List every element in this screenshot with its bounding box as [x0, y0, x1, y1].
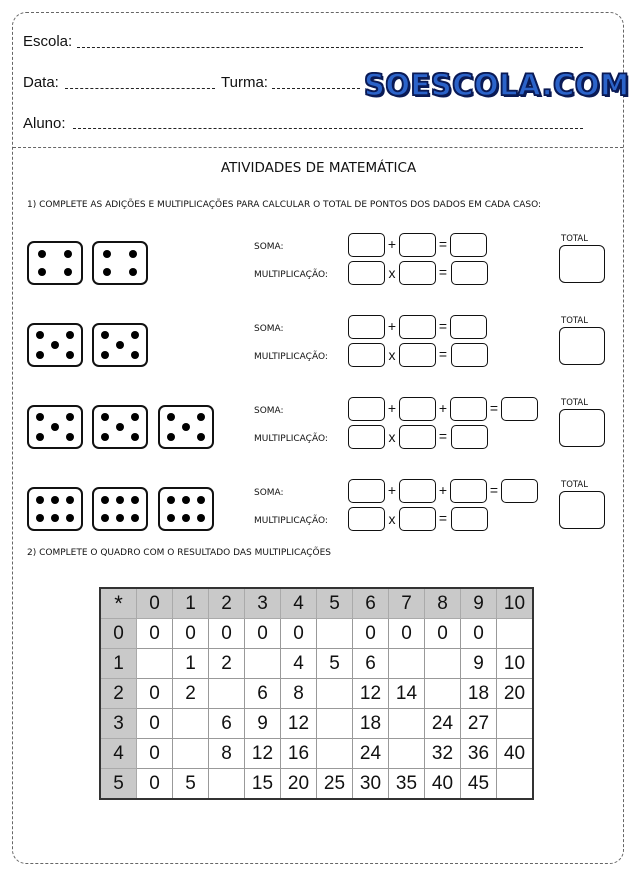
die-pip: [64, 250, 72, 258]
die-pip: [51, 423, 59, 431]
mult-result-box[interactable]: [451, 425, 488, 449]
sum-term-box[interactable]: [399, 479, 436, 503]
die-pip: [66, 514, 74, 522]
times-sign: x: [388, 429, 396, 445]
table-cell: 0: [281, 619, 317, 649]
table-cell: 16: [281, 739, 317, 769]
table-cell: 35: [389, 769, 425, 800]
mult-factor-box[interactable]: [348, 507, 385, 531]
table-row: [100, 709, 533, 739]
sum-term-box[interactable]: [450, 397, 487, 421]
mult-factor-box[interactable]: [348, 261, 385, 285]
column-header: 1: [173, 588, 209, 619]
die-pip: [116, 514, 124, 522]
column-header: 8: [425, 588, 461, 619]
table-cell: 0: [245, 619, 281, 649]
empty-cell[interactable]: [389, 739, 425, 769]
table-cell: 0: [389, 619, 425, 649]
die-pip: [103, 268, 111, 276]
page-title: ATIVIDADES DE MATEMÁTICA: [220, 160, 417, 176]
column-header: 0: [137, 588, 173, 619]
equals-sign: =: [438, 318, 448, 334]
table-cell: 2: [209, 649, 245, 679]
sum-term-box[interactable]: [399, 397, 436, 421]
grid-header-row: [100, 588, 533, 619]
empty-cell[interactable]: [497, 709, 534, 739]
empty-cell[interactable]: [245, 649, 281, 679]
die-pip: [131, 413, 139, 421]
empty-cell[interactable]: [425, 679, 461, 709]
empty-cell[interactable]: [137, 649, 173, 679]
die: [158, 405, 214, 449]
table-row: [100, 649, 533, 679]
table-row: [100, 739, 533, 769]
multiplicacao-label: MULTIPLICAÇÃO:: [254, 352, 328, 362]
table-cell: 8: [209, 739, 245, 769]
sum-term-box[interactable]: [399, 233, 436, 257]
empty-cell[interactable]: [389, 709, 425, 739]
sum-term-box[interactable]: [348, 479, 385, 503]
mult-factor-box[interactable]: [399, 507, 436, 531]
mult-factor-box[interactable]: [399, 261, 436, 285]
die-pip: [182, 496, 190, 504]
multiplicacao-label: MULTIPLICAÇÃO:: [254, 516, 328, 526]
table-cell: 20: [497, 679, 534, 709]
plus-sign: +: [387, 400, 397, 416]
row-header: 4: [100, 739, 137, 769]
sum-result-box[interactable]: [501, 397, 538, 421]
equals-sign: =: [438, 510, 448, 526]
die: [92, 241, 148, 285]
sum-result-box[interactable]: [501, 479, 538, 503]
plus-sign: +: [438, 400, 448, 416]
die-pip: [36, 413, 44, 421]
equals-sign: =: [489, 482, 499, 498]
soescola-logo: SOESCOLA.COM: [364, 68, 630, 102]
table-cell: 6: [209, 709, 245, 739]
table-cell: 0: [209, 619, 245, 649]
die-pip: [131, 496, 139, 504]
die-pip: [167, 496, 175, 504]
die-pip: [38, 268, 46, 276]
multiplicacao-label: MULTIPLICAÇÃO:: [254, 270, 328, 280]
turma-field[interactable]: [272, 88, 360, 89]
table-row: [100, 769, 533, 800]
die: [27, 487, 83, 531]
soma-label: SOMA:: [254, 242, 284, 252]
grid-corner: *: [100, 588, 137, 619]
die-pip: [116, 423, 124, 431]
table-cell: 9: [461, 649, 497, 679]
plus-sign: +: [387, 236, 397, 252]
empty-cell[interactable]: [497, 769, 534, 800]
table-cell: 0: [137, 739, 173, 769]
die-pip: [131, 331, 139, 339]
die-pip: [116, 341, 124, 349]
empty-cell[interactable]: [173, 739, 209, 769]
total-box[interactable]: [559, 245, 605, 283]
empty-cell[interactable]: [317, 619, 353, 649]
die-pip: [101, 413, 109, 421]
equals-sign: =: [489, 400, 499, 416]
data-field[interactable]: [65, 88, 215, 89]
soma-label: SOMA:: [254, 324, 284, 334]
equals-sign: =: [438, 346, 448, 362]
plus-sign: +: [438, 482, 448, 498]
total-label: TOTAL: [561, 398, 588, 408]
table-row: [100, 679, 533, 709]
sum-term-box[interactable]: [399, 315, 436, 339]
die-pip: [197, 496, 205, 504]
die-pip: [129, 268, 137, 276]
empty-cell[interactable]: [173, 709, 209, 739]
table-cell: 8: [281, 679, 317, 709]
table-cell: 45: [461, 769, 497, 800]
row-header: 5: [100, 769, 137, 800]
die-pip: [36, 433, 44, 441]
total-box[interactable]: [559, 491, 605, 529]
times-sign: x: [388, 511, 396, 527]
table-cell: 14: [389, 679, 425, 709]
mult-factor-box[interactable]: [348, 343, 385, 367]
die-pip: [101, 496, 109, 504]
total-label: TOTAL: [561, 480, 588, 490]
total-box[interactable]: [559, 327, 605, 365]
table-cell: 15: [245, 769, 281, 800]
plus-sign: +: [387, 318, 397, 334]
die: [27, 323, 83, 367]
table-cell: 9: [245, 709, 281, 739]
die-pip: [101, 351, 109, 359]
table-cell: 5: [173, 769, 209, 800]
die: [92, 323, 148, 367]
die-pip: [129, 250, 137, 258]
die-pip: [116, 496, 124, 504]
die-pip: [197, 433, 205, 441]
empty-cell[interactable]: [317, 679, 353, 709]
table-cell: 18: [353, 709, 389, 739]
column-header: 9: [461, 588, 497, 619]
table-cell: 4: [281, 649, 317, 679]
table-cell: 6: [353, 649, 389, 679]
times-sign: x: [388, 265, 396, 281]
table-cell: 27: [461, 709, 497, 739]
row-header: 0: [100, 619, 137, 649]
soma-label: SOMA:: [254, 488, 284, 498]
sum-term-box[interactable]: [348, 397, 385, 421]
equals-sign: =: [438, 264, 448, 280]
die-pip: [167, 514, 175, 522]
table-cell: 0: [137, 619, 173, 649]
row-header: 2: [100, 679, 137, 709]
column-header: 4: [281, 588, 317, 619]
aluno-label: Aluno:: [23, 115, 66, 132]
die: [92, 487, 148, 531]
die-pip: [36, 496, 44, 504]
die: [27, 405, 83, 449]
mult-factor-box[interactable]: [399, 343, 436, 367]
table-cell: 30: [353, 769, 389, 800]
die-pip: [66, 351, 74, 359]
empty-cell[interactable]: [425, 649, 461, 679]
die-pip: [66, 433, 74, 441]
die-pip: [131, 433, 139, 441]
die-pip: [167, 433, 175, 441]
table-cell: 36: [461, 739, 497, 769]
die-pip: [197, 514, 205, 522]
die-pip: [103, 250, 111, 258]
table-cell: 24: [353, 739, 389, 769]
turma-label: Turma:: [221, 74, 268, 91]
mult-factor-box[interactable]: [348, 425, 385, 449]
die-pip: [38, 250, 46, 258]
mult-result-box[interactable]: [451, 343, 488, 367]
empty-cell[interactable]: [209, 679, 245, 709]
column-header: 10: [497, 588, 534, 619]
table-cell: 0: [425, 619, 461, 649]
total-label: TOTAL: [561, 234, 588, 244]
exercise1-instruction: 1) COMPLETE AS ADIÇÕES E MULTIPLICAÇÕES PARA CALCULAR O TOTAL DE PONTOS DOS DADOS EM CADA CASO:: [27, 200, 542, 210]
header-divider: [13, 147, 623, 148]
die-pip: [182, 423, 190, 431]
column-header: 7: [389, 588, 425, 619]
table-cell: 6: [245, 679, 281, 709]
times-sign: x: [388, 347, 396, 363]
die-pip: [101, 331, 109, 339]
die-pip: [167, 413, 175, 421]
die-pip: [51, 514, 59, 522]
table-cell: 40: [425, 769, 461, 800]
empty-cell[interactable]: [317, 709, 353, 739]
table-cell: 5: [317, 649, 353, 679]
sum-result-box[interactable]: [450, 233, 487, 257]
table-row: [100, 619, 533, 649]
mult-result-box[interactable]: [451, 261, 488, 285]
table-cell: 12: [353, 679, 389, 709]
die-pip: [101, 433, 109, 441]
multiplication-table: [99, 587, 534, 800]
exercise2-instruction: 2) COMPLETE O QUADRO COM O RESULTADO DAS MULTIPLICAÇÕES: [27, 548, 332, 558]
die-pip: [36, 331, 44, 339]
die-pip: [131, 351, 139, 359]
aluno-field[interactable]: [73, 128, 583, 129]
die-pip: [51, 341, 59, 349]
table-cell: 12: [281, 709, 317, 739]
sum-term-box[interactable]: [348, 315, 385, 339]
soma-label: SOMA:: [254, 406, 284, 416]
plus-sign: +: [387, 482, 397, 498]
die-pip: [66, 496, 74, 504]
table-cell: 10: [497, 649, 534, 679]
sum-result-box[interactable]: [450, 315, 487, 339]
die-pip: [36, 514, 44, 522]
table-cell: 18: [461, 679, 497, 709]
mult-result-box[interactable]: [451, 507, 488, 531]
empty-cell[interactable]: [317, 739, 353, 769]
die-pip: [36, 351, 44, 359]
die-pip: [182, 514, 190, 522]
empty-cell[interactable]: [389, 649, 425, 679]
table-cell: 32: [425, 739, 461, 769]
empty-cell[interactable]: [497, 619, 534, 649]
table-cell: 24: [425, 709, 461, 739]
table-cell: 40: [497, 739, 534, 769]
table-cell: 0: [137, 709, 173, 739]
die-pip: [197, 413, 205, 421]
table-cell: 20: [281, 769, 317, 800]
escola-label: Escola:: [23, 33, 73, 50]
column-header: 2: [209, 588, 245, 619]
table-cell: 25: [317, 769, 353, 800]
sum-term-box[interactable]: [348, 233, 385, 257]
column-header: 5: [317, 588, 353, 619]
die-pip: [51, 496, 59, 504]
table-cell: 2: [173, 679, 209, 709]
table-cell: 0: [173, 619, 209, 649]
table-cell: 0: [461, 619, 497, 649]
column-header: 3: [245, 588, 281, 619]
die: [158, 487, 214, 531]
die-pip: [66, 413, 74, 421]
total-box[interactable]: [559, 409, 605, 447]
die: [27, 241, 83, 285]
equals-sign: =: [438, 236, 448, 252]
data-label: Data:: [23, 74, 59, 91]
table-cell: 0: [137, 769, 173, 800]
row-header: 3: [100, 709, 137, 739]
table-cell: 0: [137, 679, 173, 709]
total-label: TOTAL: [561, 316, 588, 326]
mult-factor-box[interactable]: [399, 425, 436, 449]
escola-field[interactable]: [77, 47, 583, 48]
table-cell: 12: [245, 739, 281, 769]
die: [92, 405, 148, 449]
die-pip: [66, 331, 74, 339]
empty-cell[interactable]: [209, 769, 245, 800]
column-header: 6: [353, 588, 389, 619]
sum-term-box[interactable]: [450, 479, 487, 503]
table-cell: 1: [173, 649, 209, 679]
row-header: 1: [100, 649, 137, 679]
table-cell: 0: [353, 619, 389, 649]
multiplicacao-label: MULTIPLICAÇÃO:: [254, 434, 328, 444]
die-pip: [64, 268, 72, 276]
equals-sign: =: [438, 428, 448, 444]
die-pip: [101, 514, 109, 522]
die-pip: [131, 514, 139, 522]
